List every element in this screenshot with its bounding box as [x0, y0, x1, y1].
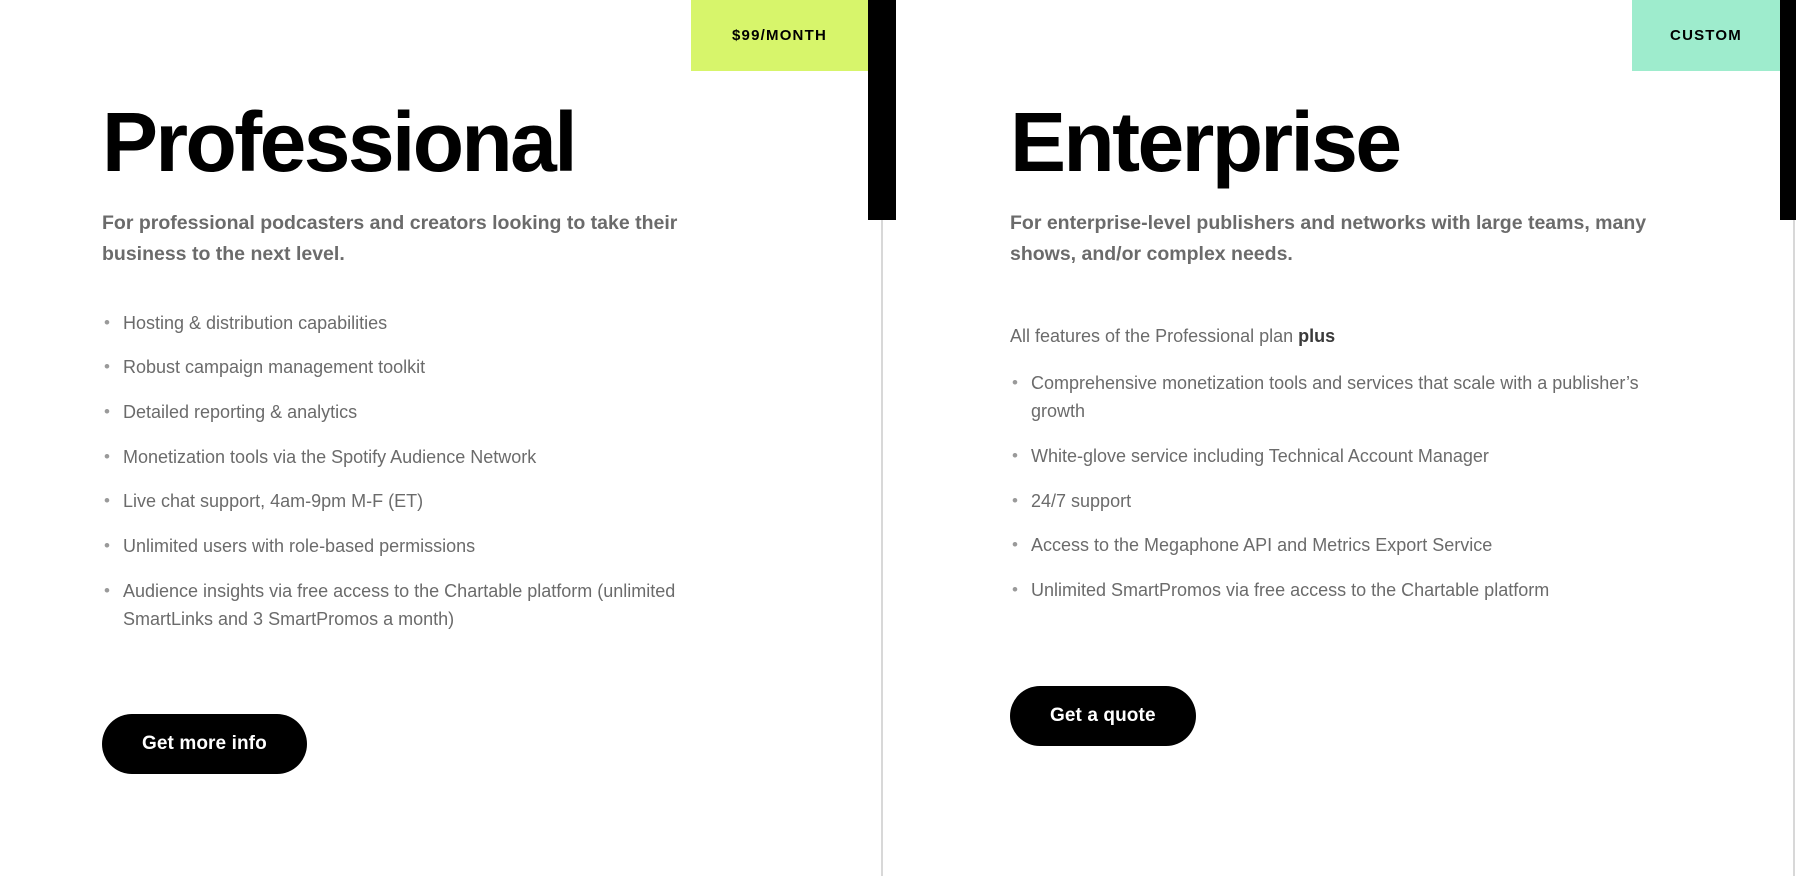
feature-list-enterprise [1010, 350, 1710, 621]
plan-title-professional: Professional [102, 95, 575, 189]
list-item: • Comprehensive monetization tools and services that scale with a publisher’s growth [1010, 370, 1650, 442]
list-item: • 24/7 support [1010, 488, 1650, 533]
price-tag-professional-label: $99/MONTH [732, 27, 827, 44]
list-item: • Live chat support, 4am-9pm M-F (ET) [102, 488, 742, 533]
list-item: • Hosting & distribution capabilities [102, 310, 742, 355]
list-item: • Unlimited users with role-based permissions [102, 533, 742, 578]
list-item: • Detailed reporting & analytics [102, 399, 742, 444]
list-item: • White-glove service including Technical Account Manager [1010, 443, 1650, 488]
list-item: • Monetization tools via the Spotify Audience Network [102, 444, 742, 489]
column-divider-line-left [881, 220, 883, 876]
plan-subtitle-professional: For professional podcasters and creators looking to take their business to the next level. [102, 212, 678, 265]
list-item: • Robust campaign management toolkit [102, 354, 742, 399]
get-a-quote-button[interactable]: Get a quote [1010, 686, 1196, 746]
list-item: • Access to the Megaphone API and Metrics Export Service [1010, 532, 1650, 577]
column-divider-bar-right [1780, 0, 1796, 220]
plan-card-professional [102, 0, 802, 774]
plan-intro-enterprise [1010, 270, 1710, 351]
plan-card-enterprise [1010, 0, 1710, 746]
price-tag-enterprise-label: CUSTOM [1670, 27, 1742, 44]
plan-title-enterprise: Enterprise [1010, 95, 1400, 189]
list-item: • Audience insights via free access to the Chartable platform (unlimited SmartLinks and 3 SmartPromos a month) [102, 578, 742, 650]
get-more-info-button[interactable]: Get more info [102, 714, 307, 774]
column-divider-bar-left [868, 0, 896, 220]
column-divider-line-right [1793, 220, 1795, 876]
plan-subtitle-enterprise: For enterprise-level publishers and networks with large teams, many shows, and/or complex needs. [1010, 212, 1647, 265]
plan-intro-text: All features of the Professional plan [1010, 325, 1299, 346]
plan-intro-emphasis: plus [1298, 325, 1336, 346]
list-item: • Unlimited SmartPromos via free access to the Chartable platform [1010, 577, 1650, 622]
feature-list-professional [102, 270, 802, 651]
